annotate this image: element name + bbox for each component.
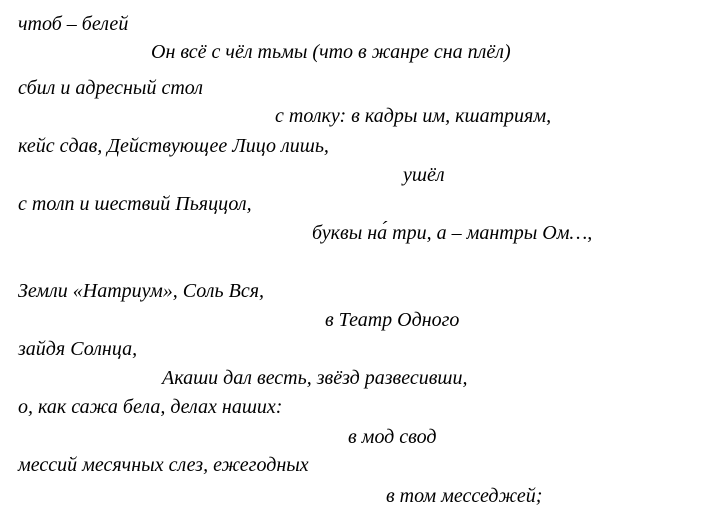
- poem-line: сбил и адресный стол: [18, 77, 204, 99]
- poem-line: Акаши дал весть, звёзд развесивши,: [162, 367, 468, 389]
- poem-line: буквы на́ три, а – мантры Ом…,: [312, 222, 593, 244]
- poem-line: о, как сажа бела, делах наших:: [18, 396, 283, 418]
- poem-line: ушёл: [403, 164, 445, 186]
- poem-line: зайдя Солнца,: [18, 338, 138, 360]
- poem-line: Он всё с чёл тьмы (что в жанре сна плёл): [151, 41, 511, 63]
- poem-line: кейс сдав, Действующее Лицо лишь,: [18, 135, 329, 157]
- poem-line: в Театр Одного: [325, 309, 460, 331]
- poem-line: в мод свод: [348, 426, 437, 448]
- poem-line: Земли «Натриум», Соль Вся,: [18, 280, 264, 302]
- poem-line: в том месседжей;: [386, 485, 543, 507]
- poem-line: с толп и шествий Пьяццол,: [18, 193, 252, 215]
- poem-line: мессий месячных слез, ежегодных: [18, 454, 309, 476]
- poem-line: с толку: в кадры им, кшатриям,: [275, 105, 552, 127]
- poem-line: чтоб – белей: [18, 13, 129, 35]
